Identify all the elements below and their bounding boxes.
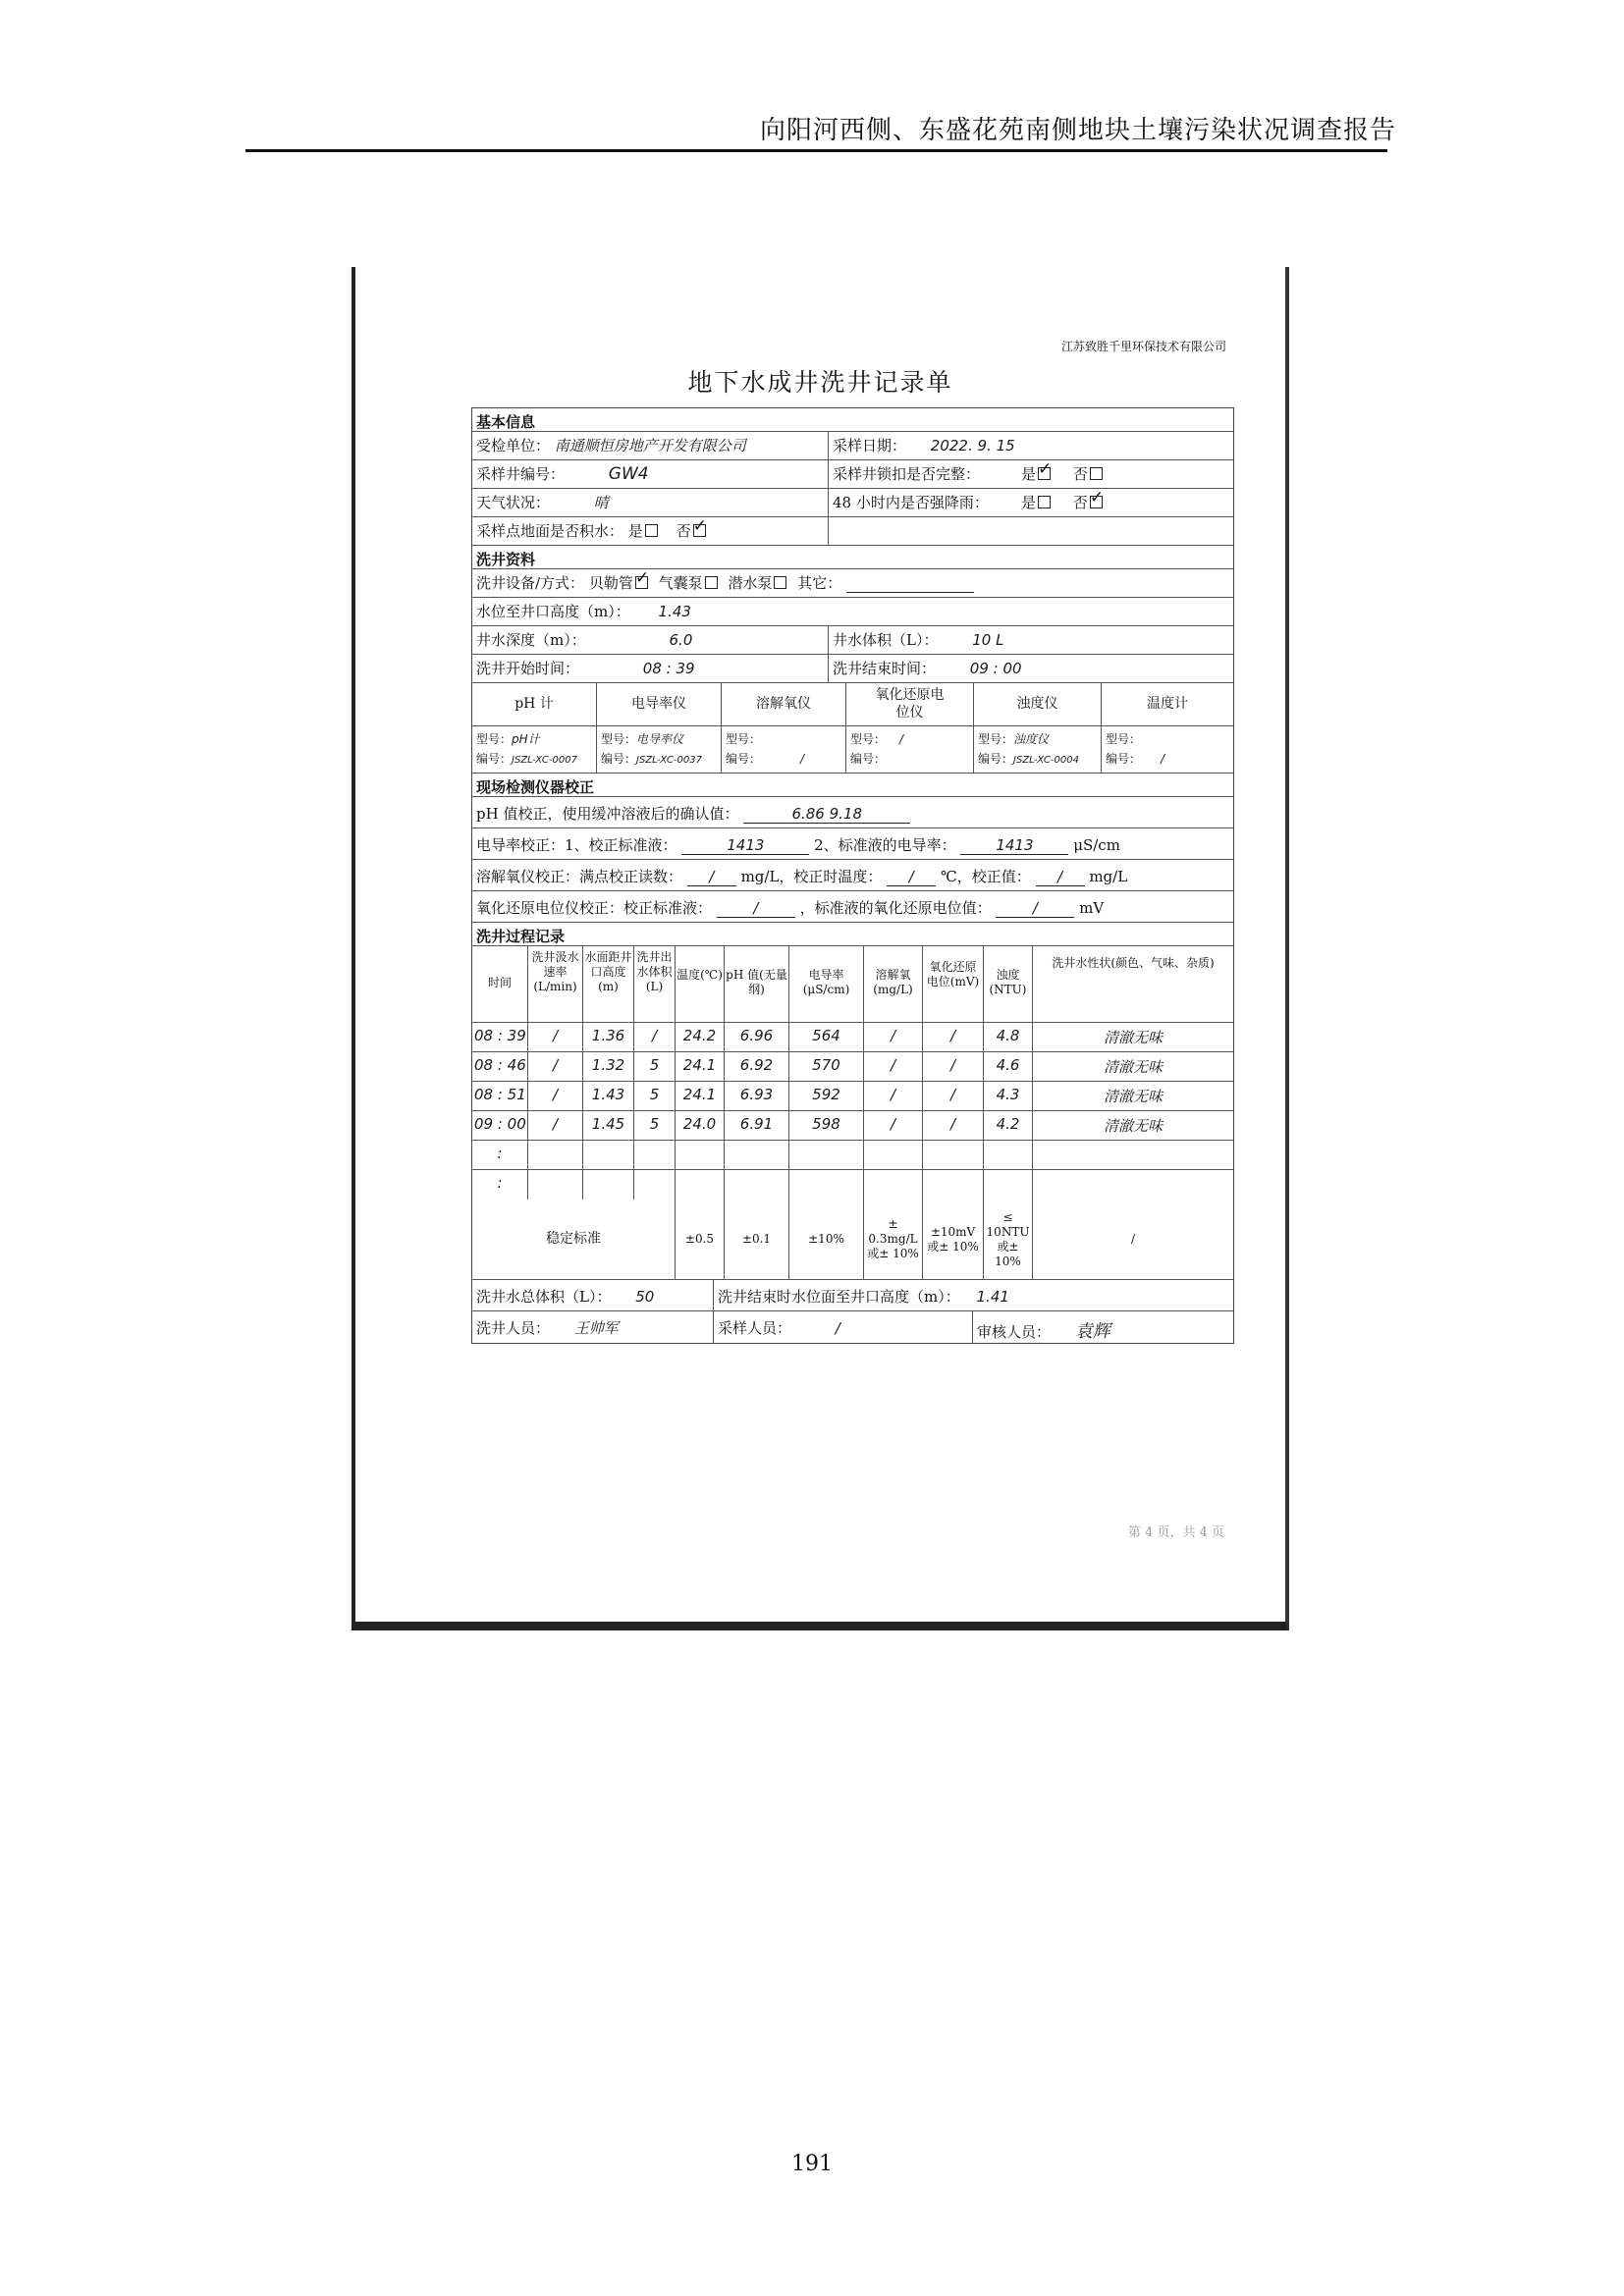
table-cell (582, 1170, 633, 1200)
well-no-value: GW4 (608, 464, 649, 484)
table-cell: 1.43 (582, 1082, 633, 1110)
rain-no-checkbox[interactable] (1090, 496, 1103, 508)
table-cell: / (922, 1052, 983, 1081)
lock-no-checkbox[interactable] (1090, 467, 1103, 480)
col-do: 溶解氧(mg/L) (863, 946, 922, 1022)
washer-label: 洗井人员： (476, 1319, 551, 1337)
table-cell: 6.92 (724, 1052, 788, 1081)
row-orp-calibration (472, 891, 1233, 923)
section-title: 现场检测仪器校正 (476, 778, 595, 796)
total-volume-value: 50 (635, 1288, 655, 1306)
row-personnel (472, 1311, 1233, 1343)
table-cell: 592 (788, 1082, 863, 1110)
lock-label: 采样井锁扣是否完整： (833, 465, 981, 483)
cond-cal-value: 1413 (960, 836, 1068, 855)
water-level-value: 1.43 (658, 603, 691, 620)
water-level-label: 水位至井口高度（m）： (476, 603, 630, 620)
inst-ph-header: pH 计 (514, 696, 554, 712)
inst-cond-model: 电导率仪 (636, 732, 684, 746)
row-instrument-details (472, 726, 1233, 774)
well-depth-value: 6.0 (669, 631, 693, 649)
ph-cal-label: pH 值校正，使用缓冲溶液后的确认值： (476, 805, 739, 823)
table-cell: 4.6 (983, 1052, 1032, 1081)
table-cell: 564 (788, 1023, 863, 1051)
process-table-header (472, 946, 1233, 1023)
standard-cond: ±10% (788, 1200, 863, 1279)
method-pump-label: 潜水泵 (728, 574, 773, 592)
table-cell: 4.3 (983, 1082, 1032, 1110)
form-title: 地下水成井洗井记录单 (687, 368, 953, 397)
start-label: 洗井开始时间： (476, 660, 580, 677)
table-cell: / (863, 1052, 922, 1081)
table-cell (983, 1141, 1032, 1169)
inst-cond-serial: JSZL-XC-0037 (636, 755, 702, 766)
col-cond: 电导率(μS/cm) (788, 946, 863, 1022)
table-cell: / (922, 1111, 983, 1140)
end-label: 洗井结束时间： (833, 660, 937, 677)
well-depth-label: 井水深度（m）： (476, 631, 586, 649)
table-cell: 清澈无味 (1032, 1052, 1233, 1081)
table-cell: 清澈无味 (1032, 1023, 1233, 1051)
cond-cal-std: 1413 (681, 836, 809, 855)
scanned-form (352, 267, 1289, 1630)
well-no-label: 采样井编号： (476, 465, 566, 483)
standard-temp: ±0.5 (675, 1200, 724, 1279)
table-cell: 6.91 (724, 1111, 788, 1140)
row-stability-standard (472, 1200, 1233, 1280)
table-cell: / (863, 1082, 922, 1110)
table-cell (863, 1170, 922, 1200)
table-cell: / (527, 1023, 582, 1051)
cond-cal-label-2: 2、标准液的电导率： (814, 836, 956, 854)
cond-cal-label-1: 电导率校正：1、校正标准液： (476, 836, 677, 854)
table-cell: : (497, 1174, 503, 1192)
do-cal-label-1: 溶解氧仪校正：满点校正读数： (476, 868, 683, 885)
table-cell: 5 (633, 1052, 675, 1081)
end-level-value: 1.41 (976, 1288, 1009, 1306)
table-cell (675, 1170, 724, 1200)
standard-do: ± 0.3mg/L 或± 10% (863, 1200, 922, 1279)
row-depth-volume (472, 626, 1233, 655)
ponding-no-checkbox[interactable] (693, 524, 706, 537)
row-total-volume (472, 1280, 1233, 1311)
table-row (472, 1082, 1233, 1111)
date-label: 采样日期： (833, 437, 907, 454)
method-other-label: 其它： (797, 574, 842, 592)
orp-cal-unit: mV (1079, 899, 1105, 917)
inst-cond-header: 电导率仪 (596, 683, 721, 725)
well-volume-value: 10 L (972, 631, 1004, 649)
do-cal-label-3: ℃，校正值： (940, 868, 1031, 885)
section-basic-info (472, 408, 1233, 432)
table-cell (922, 1170, 983, 1200)
inst-turb-model: 浊度仪 (1013, 732, 1050, 746)
table-cell: 1.45 (582, 1111, 633, 1140)
table-cell: 1.36 (582, 1023, 633, 1051)
ph-cal-value: 6.86 9.18 (743, 805, 910, 824)
table-cell: 598 (788, 1111, 863, 1140)
inst-do-serial: / (800, 752, 805, 766)
table-cell (675, 1141, 724, 1169)
table-cell (788, 1141, 863, 1169)
weather-label: 天气状况： (476, 494, 551, 511)
standard-orp: ±10mV 或± 10% (922, 1200, 983, 1279)
standard-ph: ±0.1 (724, 1200, 788, 1279)
col-time: 时间 (487, 976, 512, 989)
inst-temp-detail: 型号： 编号： / (1101, 726, 1233, 773)
form-paper (355, 267, 1285, 1622)
col-temp: 温度(℃) (675, 946, 724, 1022)
inst-ph-serial: JSZL-XC-0007 (512, 755, 577, 766)
ponding-label: 采样点地面是否积水： (476, 522, 624, 540)
row-method (472, 569, 1233, 598)
table-cell: 5 (633, 1111, 675, 1140)
method-bailer-label: 贝勒管 (588, 574, 633, 592)
table-cell: : (497, 1145, 503, 1162)
table-cell (633, 1141, 675, 1169)
table-cell: 08 : 51 (474, 1086, 526, 1103)
inst-orp-detail: 型号： / 编号： (845, 726, 973, 773)
table-row (472, 1141, 1233, 1170)
inst-orp-model: / (899, 732, 904, 746)
table-cell: / (527, 1082, 582, 1110)
method-pump-checkbox[interactable] (774, 576, 786, 589)
sampler-label: 采样人员： (718, 1319, 792, 1337)
col-level: 水面距井口高度(m) (582, 946, 633, 1022)
table-cell (724, 1170, 788, 1200)
rain-yes-label: 是 (1021, 494, 1037, 511)
method-airbag-label: 气囊泵 (658, 574, 703, 592)
table-cell (1032, 1170, 1233, 1200)
orp-cal-label-2: ，标准液的氧化还原电位值： (799, 899, 992, 917)
do-cal-unit: mg/L (1089, 868, 1128, 885)
table-cell (788, 1170, 863, 1200)
section-title: 洗井过程记录 (476, 928, 566, 945)
row-unit-date (472, 432, 1233, 460)
rain-no-label: 否 (1072, 494, 1088, 511)
table-cell: 24.0 (675, 1111, 724, 1140)
lock-yes-label: 是 (1021, 465, 1037, 483)
orp-cal-std: / (717, 899, 795, 918)
orp-cal-value: / (996, 899, 1074, 918)
table-cell: 08 : 46 (474, 1056, 526, 1074)
table-cell: 清澈无味 (1032, 1082, 1233, 1110)
table-cell: / (527, 1111, 582, 1140)
standard-turb: ≤ 10NTU 或± 10% (983, 1200, 1032, 1279)
row-do-calibration (472, 860, 1233, 891)
method-airbag-checkbox[interactable] (705, 576, 718, 589)
section-title: 洗井资料 (476, 551, 536, 568)
table-row (472, 1170, 1233, 1200)
section-washing-data (472, 546, 1233, 569)
method-bailer-checkbox[interactable] (635, 576, 648, 589)
ponding-no-label: 否 (676, 522, 691, 540)
table-row (472, 1052, 1233, 1082)
method-other-field[interactable] (846, 574, 974, 593)
table-cell: 24.1 (675, 1052, 724, 1081)
table-cell: 08 : 39 (474, 1027, 526, 1044)
inst-do-detail: 型号： 编号： / (721, 726, 845, 773)
table-cell: / (863, 1111, 922, 1140)
sampler-value: / (835, 1319, 840, 1337)
do-cal-label-2: mg/L，校正时温度： (740, 868, 883, 885)
inst-turb-detail: 型号：浊度仪 编号：JSZL-XC-0004 (973, 726, 1101, 773)
col-orp: 氧化还原电位(mV) (922, 946, 983, 1022)
row-start-end (472, 655, 1233, 683)
orp-cal-label-1: 氧化还原电位仪校正：校正标准液： (476, 899, 713, 917)
page-number: 191 (791, 2152, 833, 2176)
weather-value: 晴 (593, 494, 609, 511)
inst-turb-header: 浊度仪 (973, 683, 1101, 725)
inst-temp-header: 温度计 (1101, 683, 1233, 725)
table-cell: / (527, 1052, 582, 1081)
table-cell (633, 1170, 675, 1200)
table-cell (863, 1141, 922, 1169)
col-volume: 洗井出水体积(L) (633, 946, 675, 1022)
row-well-lock (472, 460, 1233, 489)
inst-do-header: 溶解氧仪 (721, 683, 845, 725)
unit-value: 南通顺恒房地产开发有限公司 (554, 437, 746, 454)
do-cal-temp: / (887, 868, 936, 886)
inst-turb-serial: JSZL-XC-0004 (1013, 755, 1079, 766)
lock-no-label: 否 (1072, 465, 1088, 483)
table-cell (527, 1141, 582, 1169)
section-title: 基本信息 (476, 413, 536, 431)
table-cell (724, 1141, 788, 1169)
table-cell: 1.32 (582, 1052, 633, 1081)
table-row (472, 1111, 1233, 1141)
unit-label: 受检单位： (476, 437, 551, 454)
standard-appearance: / (1032, 1200, 1233, 1279)
table-cell: 24.1 (675, 1082, 724, 1110)
inst-ph-model: pH计 (512, 732, 540, 746)
reviewer-label: 审核人员： (977, 1323, 1052, 1341)
inst-ph-detail: 型号：pH计 编号：JSZL-XC-0007 (476, 732, 577, 766)
col-appearance: 洗井水性状(颜色、气味、杂质) (1032, 946, 1233, 1022)
table-cell (582, 1141, 633, 1169)
inst-orp-header: 氧化还原电位仪 (845, 683, 973, 725)
ponding-yes-label: 是 (627, 522, 643, 540)
inst-temp-serial: / (1161, 752, 1165, 766)
row-instrument-headers (472, 683, 1233, 726)
record-form (471, 407, 1234, 1344)
table-cell: 清澈无味 (1032, 1111, 1233, 1140)
rain-label: 48 小时内是否强降雨： (833, 494, 989, 511)
well-volume-label: 井水体积（L）： (833, 631, 939, 649)
start-value: 08 : 39 (642, 660, 695, 677)
col-rate: 洗井汲水速率(L/min) (527, 946, 582, 1022)
ponding-yes-checkbox[interactable] (645, 524, 658, 537)
table-cell: 4.2 (983, 1111, 1032, 1140)
row-water-level (472, 598, 1233, 626)
do-cal-reading: / (687, 868, 736, 886)
row-cond-calibration (472, 828, 1233, 860)
date-value: 2022. 9. 15 (930, 437, 1015, 454)
table-cell: 6.93 (724, 1082, 788, 1110)
process-rows (472, 1023, 1233, 1200)
company-name: 江苏致胜千里环保技术有限公司 (1060, 340, 1226, 353)
standard-label: 稳定标准 (546, 1231, 601, 1247)
row-ph-calibration (472, 797, 1233, 828)
form-page-mark: 第 4 页，共 4 页 (1127, 1525, 1224, 1540)
col-turb: 浊度(NTU) (983, 946, 1032, 1022)
reviewer-signature: 袁辉 (1074, 1321, 1110, 1342)
end-level-label: 洗井结束时水位面至井口高度（m）： (718, 1288, 960, 1306)
table-cell: 09 : 00 (474, 1115, 526, 1133)
total-volume-label: 洗井水总体积（L）： (476, 1288, 612, 1306)
col-ph: pH 值(无量纲) (724, 946, 788, 1022)
report-header-title: 向阳河西侧、东盛花苑南侧地块土壤污染状况调查报告 (759, 116, 1396, 145)
washer-signature: 王帅军 (573, 1319, 619, 1337)
table-cell: / (633, 1023, 675, 1051)
cond-cal-unit: μS/cm (1073, 836, 1120, 854)
inst-cond-detail: 型号：电导率仪 编号：JSZL-XC-0037 (596, 726, 721, 773)
table-cell (527, 1170, 582, 1200)
table-cell (983, 1170, 1032, 1200)
table-row (472, 1023, 1233, 1052)
table-cell: 24.2 (675, 1023, 724, 1051)
table-cell: 570 (788, 1052, 863, 1081)
table-cell: 4.8 (983, 1023, 1032, 1051)
do-cal-value: / (1036, 868, 1085, 886)
table-cell: / (922, 1082, 983, 1110)
row-ponding (472, 517, 1233, 546)
method-label: 洗井设备/方式： (476, 574, 585, 592)
table-cell: / (922, 1023, 983, 1051)
section-process (472, 923, 1233, 946)
table-cell (922, 1141, 983, 1169)
table-cell (1032, 1141, 1233, 1169)
table-cell: 5 (633, 1082, 675, 1110)
table-cell: 6.96 (724, 1023, 788, 1051)
section-calibration (472, 774, 1233, 797)
header-rule (245, 149, 1387, 152)
rain-yes-checkbox[interactable] (1038, 496, 1051, 508)
lock-yes-checkbox[interactable] (1038, 467, 1051, 480)
end-value: 09 : 00 (969, 660, 1022, 677)
row-weather-rain (472, 489, 1233, 517)
table-cell: / (863, 1023, 922, 1051)
